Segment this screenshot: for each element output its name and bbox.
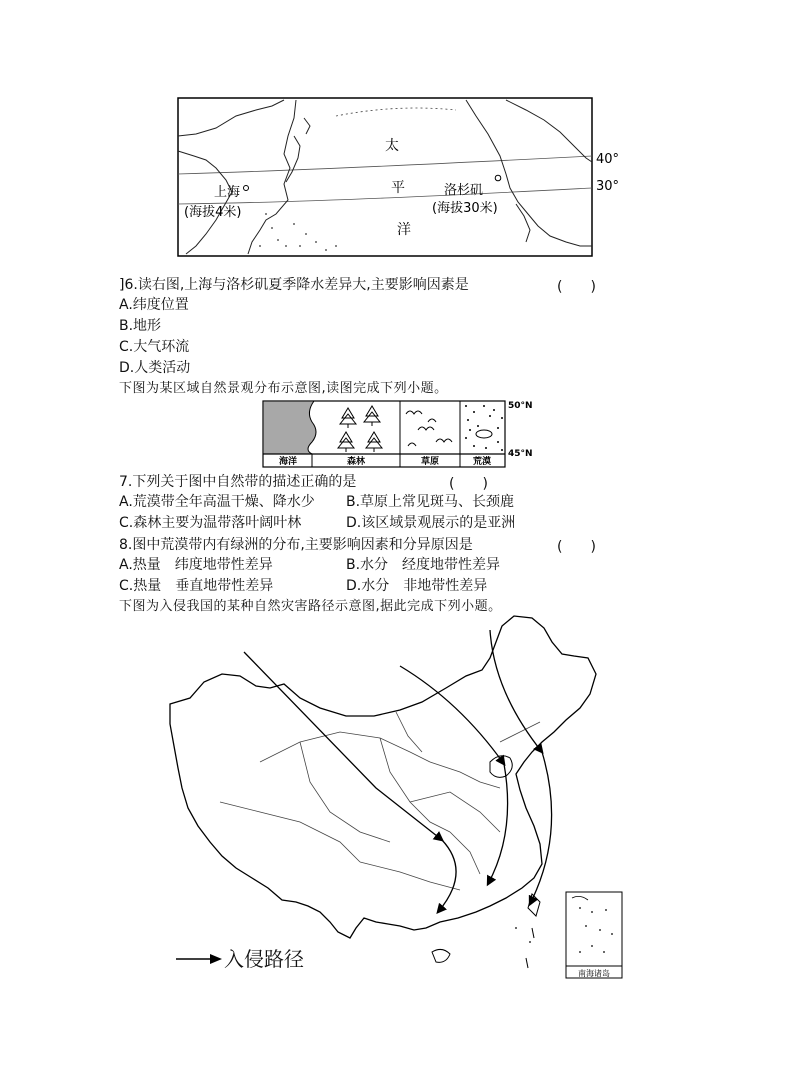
map-label-yang: 洋	[397, 222, 411, 238]
lat-label-30: 30°	[596, 179, 620, 194]
lat-label-40: 40°	[596, 152, 620, 167]
q7-stem: 7.下列关于图中自然带的描述正确的是	[119, 474, 357, 490]
inset-label-south-china-sea: 南海诸岛	[578, 969, 610, 978]
q8-option-d: D.水分 非地带性差异	[346, 578, 488, 594]
legend-arrow	[176, 952, 222, 966]
zone-label-desert: 荒漠	[472, 457, 492, 467]
q8-stem: 8.图中荒漠带内有绿洲的分布,主要影响因素和分异原因是	[119, 537, 473, 553]
q6-answer-paren: ( )	[557, 279, 596, 295]
city-label-la: 洛杉矶	[444, 183, 484, 198]
landscape-diagram	[262, 398, 542, 472]
q8-option-c: C.热量 垂直地带性差异	[119, 578, 274, 594]
q7-option-a: A.荒漠带全年高温干燥、降水少	[119, 494, 315, 510]
city-label-shanghai: 上海	[214, 185, 241, 200]
zone-label-grassland: 草原	[420, 457, 440, 467]
q6-stem: ]6.读右图,上海与洛杉矶夏季降水差异大,主要影响因素是	[119, 277, 469, 293]
map-label-ping: 平	[391, 180, 405, 196]
city-alt-shanghai: (海拔4米)	[184, 205, 242, 220]
q7-answer-paren: ( )	[449, 476, 488, 492]
legend-label: 入侵路径	[224, 947, 304, 971]
q6-option-a: A.纬度位置	[119, 297, 189, 313]
china-map	[160, 612, 630, 984]
zone-label-ocean: 海洋	[278, 457, 298, 467]
q7-option-b: B.草原上常见斑马、长颈鹿	[346, 494, 515, 510]
q8-option-a: A.热量 纬度地带性差异	[119, 557, 273, 573]
intro-disaster: 下图为入侵我国的某种自然灾害路径示意图,据此完成下列小题。	[119, 599, 502, 614]
q7-option-d: D.该区域景观展示的是亚洲	[346, 515, 516, 531]
lat-label-50n: 50°N	[508, 401, 533, 411]
intro-landscape: 下图为某区域自然景观分布示意图,读图完成下列小题。	[119, 381, 448, 396]
city-alt-la: (海拔30米)	[432, 201, 498, 216]
q6-option-c: C.大气环流	[119, 339, 190, 355]
map-label-tai: 太	[385, 138, 399, 154]
q8-option-b: B.水分 经度地带性差异	[346, 557, 501, 573]
q6-option-d: D.人类活动	[119, 360, 191, 376]
q6-option-b: B.地形	[119, 318, 162, 334]
lat-label-45n: 45°N	[508, 449, 533, 459]
q8-answer-paren: ( )	[557, 539, 596, 555]
zone-label-forest: 森林	[346, 457, 366, 467]
q7-option-c: C.森林主要为温带落叶阔叶林	[119, 515, 302, 531]
pacific-map	[176, 96, 626, 261]
